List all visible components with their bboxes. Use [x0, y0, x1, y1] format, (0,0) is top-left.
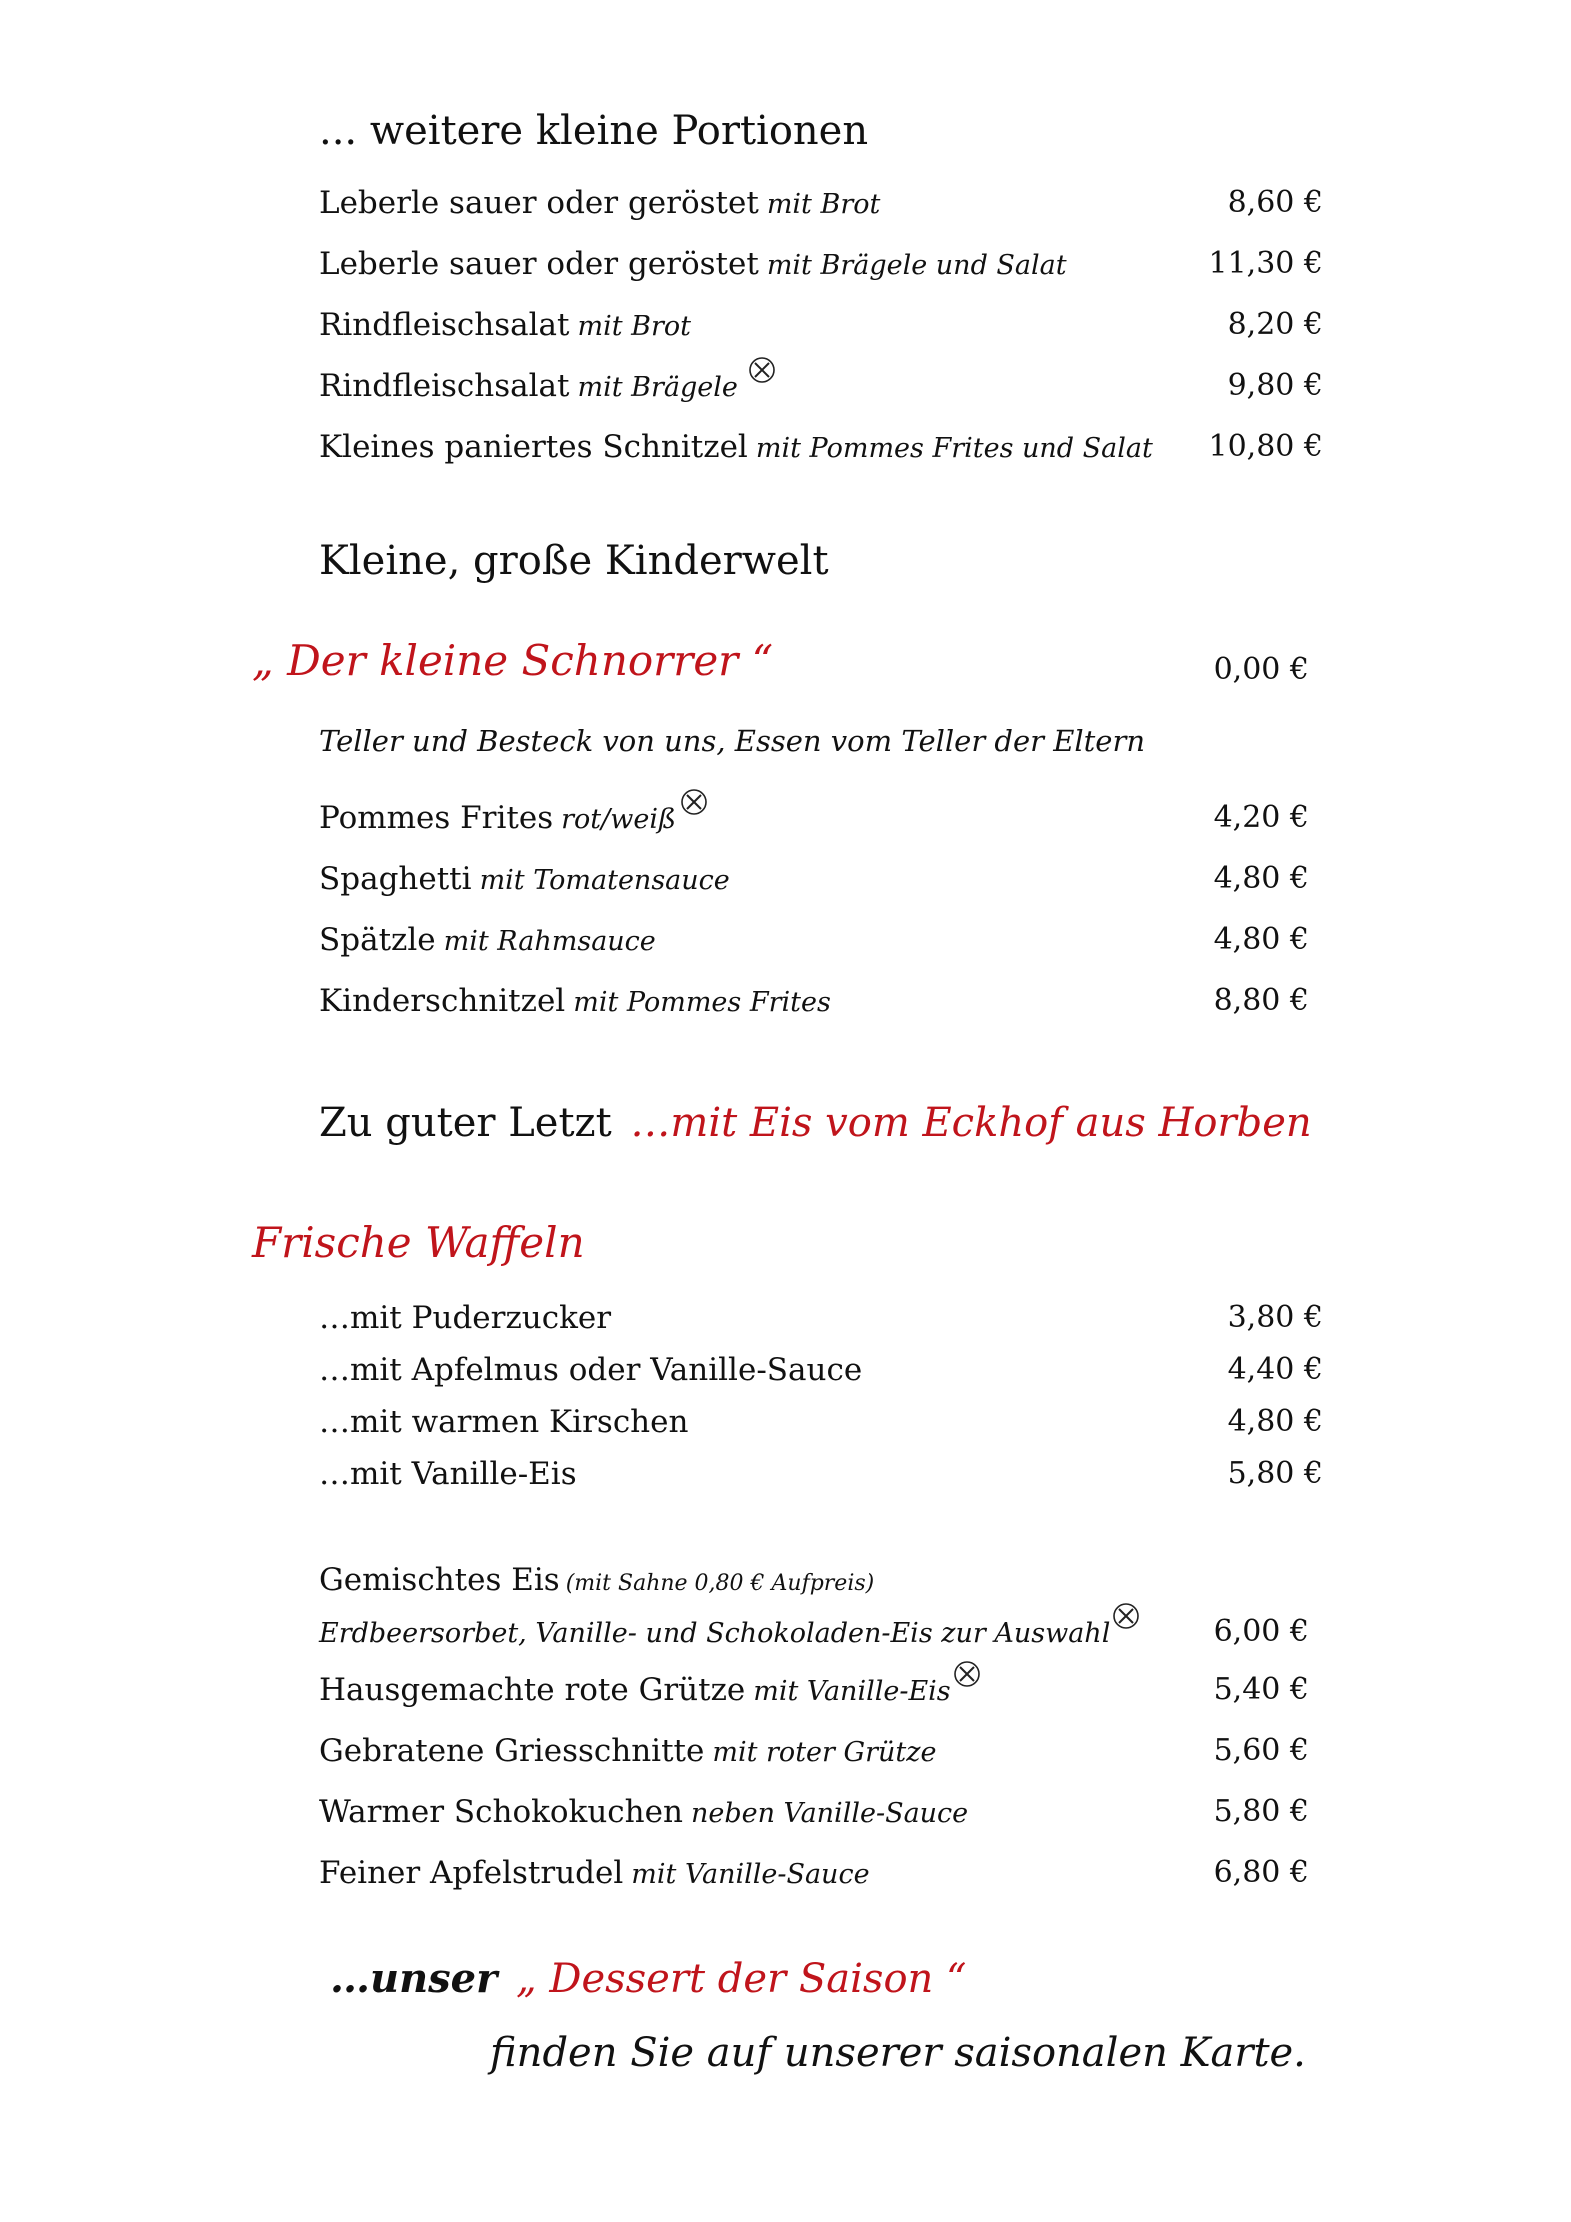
section-title-small-portions: ... weitere kleine Portionen	[319, 108, 869, 154]
dish-price: 5,80 €	[1227, 1456, 1323, 1491]
dish-description: mit Brägele und Salat	[766, 250, 1067, 281]
dish-price: 6,00 €	[1213, 1614, 1309, 1649]
dish-price: 6,80 €	[1213, 1855, 1309, 1890]
dish-name: Spaghetti	[319, 861, 472, 897]
dish-name: Pommes Frites	[319, 800, 554, 836]
special-price-row	[319, 652, 1319, 700]
vegetarian-icon	[748, 356, 776, 384]
menu-item	[319, 1672, 1319, 1720]
dish-price: 4,40 €	[1227, 1352, 1323, 1387]
menu-item	[319, 185, 1323, 233]
section-title-dessert	[319, 1100, 1312, 1146]
dish-description: rot/weiß	[561, 804, 676, 835]
menu-item	[319, 1794, 1319, 1842]
footer-prefix: …unser	[330, 1955, 498, 2002]
dish-description: mit Brägele	[577, 372, 738, 403]
dish-name: Spätzle	[319, 922, 436, 958]
section-title-kids: Kleine, große Kinderwelt	[319, 538, 829, 584]
menu-item	[319, 1404, 1323, 1452]
dish-name: Gebratene Griesschnitte	[319, 1733, 705, 1769]
dish-name: Kinderschnitzel	[319, 983, 566, 1019]
waffles-title: Frische Waffeln	[252, 1218, 585, 1267]
menu-item	[319, 307, 1323, 355]
dish-name: …mit Vanille-Eis	[319, 1456, 577, 1492]
dish-price: 5,40 €	[1213, 1672, 1309, 1707]
dish-price: 4,80 €	[1227, 1404, 1323, 1439]
dish-price: 5,60 €	[1213, 1733, 1309, 1768]
dish-description: mit Rahmsauce	[443, 926, 656, 957]
dessert-title-script: …mit Eis vom Eckhof aus Horben	[630, 1100, 1312, 1146]
dish-price: 3,80 €	[1227, 1300, 1323, 1335]
dish-price: 0,00 €	[1213, 652, 1309, 687]
dish-description: Erdbeersorbet, Vanille- und Schokoladen-Eis zur Auswahl	[319, 1618, 1111, 1649]
dish-name: Hausgemachte rote Grütze	[319, 1672, 746, 1708]
dish-price: 10,80 €	[1208, 429, 1323, 464]
menu-item	[319, 1855, 1319, 1903]
dish-price: 8,60 €	[1227, 185, 1323, 220]
dish-description: neben Vanille-Sauce	[690, 1798, 969, 1829]
vegetarian-icon	[953, 1660, 981, 1688]
dish-name: Feiner Apfelstrudel	[319, 1855, 624, 1891]
menu-item	[319, 983, 1319, 1031]
menu-item	[319, 800, 1319, 848]
dish-description: mit Pommes Frites und Salat	[755, 433, 1153, 464]
menu-item	[319, 1352, 1323, 1400]
special-title: „ Der kleine Schnorrer “	[252, 636, 774, 685]
dish-description: mit Brot	[766, 189, 881, 220]
dish-name: …mit warmen Kirschen	[319, 1404, 689, 1440]
menu-item-mixed-ice	[319, 1562, 1319, 1610]
dish-name: Rindfleischsalat	[319, 368, 570, 404]
menu-item	[319, 368, 1323, 416]
footer-highlight: „ Dessert der Saison “	[515, 1956, 967, 2002]
menu-item	[319, 1733, 1319, 1781]
menu-item	[319, 1456, 1323, 1504]
dish-name: Gemischtes Eis	[319, 1562, 560, 1598]
dish-name: Leberle sauer oder geröstet	[319, 185, 759, 221]
dish-price: 4,80 €	[1213, 861, 1309, 896]
dish-price: 5,80 €	[1213, 1794, 1309, 1829]
dish-price: 9,80 €	[1227, 368, 1323, 403]
dish-name: …mit Apfelmus oder Vanille-Sauce	[319, 1352, 863, 1388]
menu-item	[319, 922, 1319, 970]
dish-description: mit Pommes Frites	[573, 987, 831, 1018]
dessert-title: Zu guter Letzt	[319, 1100, 612, 1146]
special-note: Teller und Besteck von uns, Essen vom Teller der Eltern	[319, 724, 1146, 758]
menu-item	[319, 429, 1323, 477]
footer-line-2: finden Sie auf unserer saisonalen Karte.	[490, 2030, 1306, 2076]
dish-name: Rindfleischsalat	[319, 307, 570, 343]
dish-name: …mit Puderzucker	[319, 1300, 612, 1336]
vegetarian-icon	[1112, 1602, 1140, 1630]
menu-item	[319, 246, 1323, 294]
dish-price: 8,80 €	[1213, 983, 1309, 1018]
dish-description: mit roter Grütze	[712, 1737, 937, 1768]
dish-name: Warmer Schokokuchen	[319, 1794, 683, 1830]
footer-line-1	[330, 1955, 966, 2002]
dish-name: Leberle sauer oder geröstet	[319, 246, 759, 282]
dish-price: 4,80 €	[1213, 922, 1309, 957]
vegetarian-icon	[680, 788, 708, 816]
dish-price: 8,20 €	[1227, 307, 1323, 342]
dish-description: mit Brot	[577, 311, 692, 342]
dish-price: 4,20 €	[1213, 800, 1309, 835]
menu-item	[319, 861, 1319, 909]
dish-description: mit Tomatensauce	[479, 865, 730, 896]
dish-note: (mit Sahne 0,80 € Aufpreis)	[565, 1571, 875, 1596]
menu-item-mixed-ice-sub	[319, 1614, 1319, 1662]
dish-name: Kleines paniertes Schnitzel	[319, 429, 748, 465]
dish-description: mit Vanille-Sauce	[631, 1859, 870, 1890]
menu-item	[319, 1300, 1323, 1348]
dish-description: mit Vanille-Eis	[753, 1676, 951, 1707]
dish-price: 11,30 €	[1208, 246, 1323, 281]
